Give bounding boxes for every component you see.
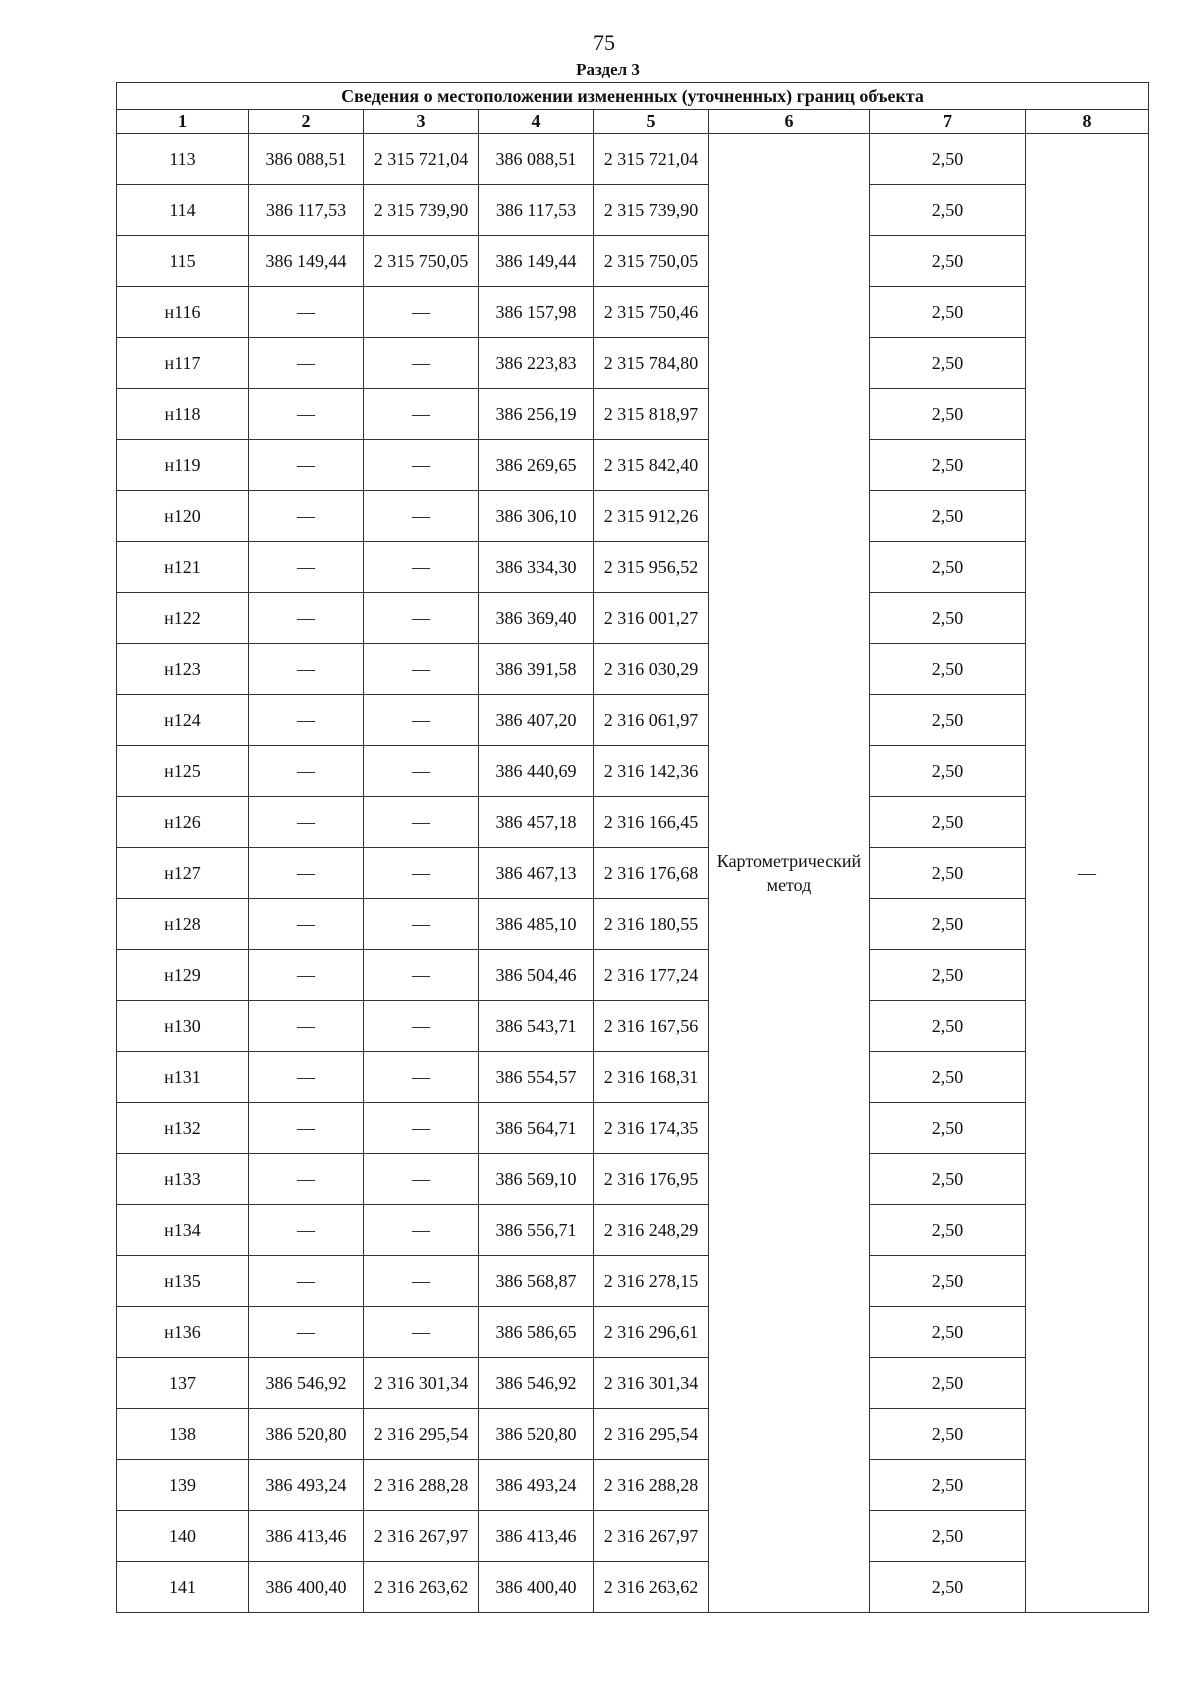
accuracy-cell: 2,50 [870, 491, 1026, 542]
accuracy-cell: 2,50 [870, 185, 1026, 236]
y-old-cell: 2 315 721,04 [364, 134, 479, 185]
y-new-cell: 2 316 176,68 [594, 848, 709, 899]
point-name-cell: 137 [117, 1358, 249, 1409]
table-row [117, 1307, 1149, 1358]
accuracy-cell: 2,50 [870, 848, 1026, 899]
y-new-cell: 2 316 142,36 [594, 746, 709, 797]
y-new-cell: 2 315 956,52 [594, 542, 709, 593]
x-old-cell: 386 413,46 [249, 1511, 364, 1562]
y-old-cell: — [364, 389, 479, 440]
point-name-cell: 140 [117, 1511, 249, 1562]
y-new-cell: 2 315 750,05 [594, 236, 709, 287]
x-old-cell: — [249, 950, 364, 1001]
point-name-cell: н124 [117, 695, 249, 746]
x-new-cell: 386 543,71 [479, 1001, 594, 1052]
table-row [117, 797, 1149, 848]
y-new-cell: 2 316 301,34 [594, 1358, 709, 1409]
y-new-cell: 2 316 030,29 [594, 644, 709, 695]
y-new-cell: 2 316 263,62 [594, 1562, 709, 1613]
x-old-cell: — [249, 338, 364, 389]
x-new-cell: 386 149,44 [479, 236, 594, 287]
table-row [117, 746, 1149, 797]
accuracy-cell: 2,50 [870, 1205, 1026, 1256]
x-new-cell: 386 554,57 [479, 1052, 594, 1103]
x-new-cell: 386 117,53 [479, 185, 594, 236]
x-old-cell: — [249, 593, 364, 644]
y-new-cell: 2 315 842,40 [594, 440, 709, 491]
y-old-cell: — [364, 1256, 479, 1307]
accuracy-cell: 2,50 [870, 797, 1026, 848]
accuracy-cell: 2,50 [870, 644, 1026, 695]
y-old-cell: 2 315 739,90 [364, 185, 479, 236]
x-old-cell: 386 546,92 [249, 1358, 364, 1409]
point-name-cell: 115 [117, 236, 249, 287]
x-old-cell: — [249, 1307, 364, 1358]
column-header: 6 [709, 110, 870, 134]
x-new-cell: 386 556,71 [479, 1205, 594, 1256]
y-old-cell: — [364, 542, 479, 593]
table-row [117, 1409, 1149, 1460]
x-new-cell: 386 467,13 [479, 848, 594, 899]
accuracy-cell: 2,50 [870, 746, 1026, 797]
y-old-cell: — [364, 1103, 479, 1154]
x-old-cell: — [249, 1103, 364, 1154]
accuracy-cell: 2,50 [870, 542, 1026, 593]
y-old-cell: — [364, 593, 479, 644]
table-row [117, 389, 1149, 440]
point-name-cell: н125 [117, 746, 249, 797]
y-old-cell: — [364, 1052, 479, 1103]
accuracy-cell: 2,50 [870, 236, 1026, 287]
y-old-cell: — [364, 491, 479, 542]
point-name-cell: 141 [117, 1562, 249, 1613]
x-new-cell: 386 306,10 [479, 491, 594, 542]
table-row [117, 1205, 1149, 1256]
accuracy-cell: 2,50 [870, 389, 1026, 440]
y-old-cell: 2 316 288,28 [364, 1460, 479, 1511]
point-name-cell: н117 [117, 338, 249, 389]
point-name-cell: н123 [117, 644, 249, 695]
point-name-cell: н135 [117, 1256, 249, 1307]
column-header: 1 [117, 110, 249, 134]
x-old-cell: 386 520,80 [249, 1409, 364, 1460]
table-row [117, 1562, 1149, 1613]
y-new-cell: 2 316 296,61 [594, 1307, 709, 1358]
y-old-cell: — [364, 848, 479, 899]
y-old-cell: — [364, 899, 479, 950]
table-row [117, 185, 1149, 236]
point-name-cell: н131 [117, 1052, 249, 1103]
accuracy-cell: 2,50 [870, 1103, 1026, 1154]
point-name-cell: н118 [117, 389, 249, 440]
x-new-cell: 386 391,58 [479, 644, 594, 695]
point-name-cell: 114 [117, 185, 249, 236]
x-old-cell: — [249, 542, 364, 593]
y-old-cell: 2 316 295,54 [364, 1409, 479, 1460]
column-header-row [117, 110, 1149, 134]
point-name-cell: 138 [117, 1409, 249, 1460]
column-header: 4 [479, 110, 594, 134]
accuracy-cell: 2,50 [870, 1358, 1026, 1409]
y-old-cell: — [364, 1001, 479, 1052]
x-new-cell: 386 568,87 [479, 1256, 594, 1307]
y-old-cell: 2 316 267,97 [364, 1511, 479, 1562]
x-old-cell: — [249, 899, 364, 950]
x-new-cell: 386 569,10 [479, 1154, 594, 1205]
y-new-cell: 2 315 750,46 [594, 287, 709, 338]
column-header: 3 [364, 110, 479, 134]
point-name-cell: 113 [117, 134, 249, 185]
x-new-cell: 386 586,65 [479, 1307, 594, 1358]
x-old-cell: — [249, 1001, 364, 1052]
table-row [117, 1460, 1149, 1511]
accuracy-cell: 2,50 [870, 1409, 1026, 1460]
y-old-cell: 2 315 750,05 [364, 236, 479, 287]
x-new-cell: 386 157,98 [479, 287, 594, 338]
table-row [117, 338, 1149, 389]
point-name-cell: н128 [117, 899, 249, 950]
accuracy-cell: 2,50 [870, 899, 1026, 950]
y-old-cell: — [364, 287, 479, 338]
column-header: 5 [594, 110, 709, 134]
y-new-cell: 2 316 248,29 [594, 1205, 709, 1256]
point-name-cell: н126 [117, 797, 249, 848]
x-new-cell: 386 485,10 [479, 899, 594, 950]
y-new-cell: 2 316 168,31 [594, 1052, 709, 1103]
table-row [117, 950, 1149, 1001]
accuracy-cell: 2,50 [870, 134, 1026, 185]
x-new-cell: 386 546,92 [479, 1358, 594, 1409]
x-old-cell: 386 400,40 [249, 1562, 364, 1613]
y-new-cell: 2 316 176,95 [594, 1154, 709, 1205]
x-new-cell: 386 369,40 [479, 593, 594, 644]
x-new-cell: 386 400,40 [479, 1562, 594, 1613]
x-old-cell: 386 493,24 [249, 1460, 364, 1511]
y-old-cell: — [364, 644, 479, 695]
x-old-cell: — [249, 1052, 364, 1103]
table-row [117, 1358, 1149, 1409]
x-old-cell: 386 117,53 [249, 185, 364, 236]
x-old-cell: — [249, 389, 364, 440]
x-old-cell: — [249, 797, 364, 848]
point-name-cell: н127 [117, 848, 249, 899]
x-old-cell: — [249, 1154, 364, 1205]
table-row [117, 287, 1149, 338]
x-new-cell: 386 564,71 [479, 1103, 594, 1154]
x-new-cell: 386 520,80 [479, 1409, 594, 1460]
y-old-cell: — [364, 440, 479, 491]
column8-cell: — [1026, 134, 1149, 1613]
y-new-cell: 2 316 278,15 [594, 1256, 709, 1307]
table-row [117, 848, 1149, 899]
point-name-cell: н133 [117, 1154, 249, 1205]
point-name-cell: н136 [117, 1307, 249, 1358]
y-old-cell: — [364, 338, 479, 389]
x-new-cell: 386 269,65 [479, 440, 594, 491]
point-name-cell: н121 [117, 542, 249, 593]
x-new-cell: 386 223,83 [479, 338, 594, 389]
accuracy-cell: 2,50 [870, 1256, 1026, 1307]
method-cell: Картометрический метод [709, 134, 870, 1613]
y-new-cell: 2 316 295,54 [594, 1409, 709, 1460]
column-header: 8 [1026, 110, 1149, 134]
y-old-cell: 2 316 301,34 [364, 1358, 479, 1409]
y-old-cell: — [364, 1154, 479, 1205]
y-old-cell: — [364, 1205, 479, 1256]
x-old-cell: — [249, 287, 364, 338]
table-row [117, 440, 1149, 491]
accuracy-cell: 2,50 [870, 287, 1026, 338]
x-old-cell: 386 088,51 [249, 134, 364, 185]
y-new-cell: 2 316 174,35 [594, 1103, 709, 1154]
x-old-cell: — [249, 491, 364, 542]
x-new-cell: 386 457,18 [479, 797, 594, 848]
y-old-cell: — [364, 746, 479, 797]
x-old-cell: — [249, 695, 364, 746]
point-name-cell: н116 [117, 287, 249, 338]
x-old-cell: — [249, 644, 364, 695]
y-old-cell: — [364, 695, 479, 746]
point-name-cell: н119 [117, 440, 249, 491]
y-new-cell: 2 316 001,27 [594, 593, 709, 644]
y-old-cell: — [364, 797, 479, 848]
point-name-cell: 139 [117, 1460, 249, 1511]
y-new-cell: 2 315 912,26 [594, 491, 709, 542]
accuracy-cell: 2,50 [870, 1307, 1026, 1358]
point-name-cell: н132 [117, 1103, 249, 1154]
accuracy-cell: 2,50 [870, 593, 1026, 644]
table-row [117, 1154, 1149, 1205]
accuracy-cell: 2,50 [870, 1562, 1026, 1613]
point-name-cell: н134 [117, 1205, 249, 1256]
accuracy-cell: 2,50 [870, 1052, 1026, 1103]
x-old-cell: — [249, 1256, 364, 1307]
x-old-cell: 386 149,44 [249, 236, 364, 287]
point-name-cell: н120 [117, 491, 249, 542]
table-row [117, 1052, 1149, 1103]
x-new-cell: 386 334,30 [479, 542, 594, 593]
x-new-cell: 386 413,46 [479, 1511, 594, 1562]
y-new-cell: 2 316 267,97 [594, 1511, 709, 1562]
y-new-cell: 2 315 784,80 [594, 338, 709, 389]
table-row [117, 1256, 1149, 1307]
column-header: 7 [870, 110, 1026, 134]
table-row [117, 1103, 1149, 1154]
y-old-cell: — [364, 950, 479, 1001]
x-new-cell: 386 504,46 [479, 950, 594, 1001]
x-new-cell: 386 440,69 [479, 746, 594, 797]
y-old-cell: — [364, 1307, 479, 1358]
accuracy-cell: 2,50 [870, 1154, 1026, 1205]
point-name-cell: н130 [117, 1001, 249, 1052]
y-new-cell: 2 315 818,97 [594, 389, 709, 440]
table-row [117, 134, 1149, 185]
x-new-cell: 386 493,24 [479, 1460, 594, 1511]
table-row [117, 644, 1149, 695]
table-row [117, 236, 1149, 287]
table-body [117, 134, 1149, 1613]
y-old-cell: 2 316 263,62 [364, 1562, 479, 1613]
y-new-cell: 2 316 166,45 [594, 797, 709, 848]
x-new-cell: 386 407,20 [479, 695, 594, 746]
y-new-cell: 2 315 721,04 [594, 134, 709, 185]
x-old-cell: — [249, 746, 364, 797]
x-old-cell: — [249, 1205, 364, 1256]
accuracy-cell: 2,50 [870, 338, 1026, 389]
x-new-cell: 386 256,19 [479, 389, 594, 440]
accuracy-cell: 2,50 [870, 1001, 1026, 1052]
accuracy-cell: 2,50 [870, 440, 1026, 491]
table-row [117, 899, 1149, 950]
table-row [117, 1511, 1149, 1562]
table-row [117, 1001, 1149, 1052]
x-new-cell: 386 088,51 [479, 134, 594, 185]
y-new-cell: 2 316 167,56 [594, 1001, 709, 1052]
accuracy-cell: 2,50 [870, 695, 1026, 746]
point-name-cell: н122 [117, 593, 249, 644]
table-row [117, 491, 1149, 542]
y-new-cell: 2 316 180,55 [594, 899, 709, 950]
accuracy-cell: 2,50 [870, 1460, 1026, 1511]
boundary-coordinates-table [116, 82, 1149, 1613]
accuracy-cell: 2,50 [870, 950, 1026, 1001]
x-old-cell: — [249, 440, 364, 491]
table-caption: Сведения о местоположении измененных (уточненных) границ объекта [117, 83, 1149, 110]
y-new-cell: 2 316 061,97 [594, 695, 709, 746]
y-new-cell: 2 316 288,28 [594, 1460, 709, 1511]
y-new-cell: 2 316 177,24 [594, 950, 709, 1001]
section-title: Раздел 3 [576, 60, 640, 79]
x-old-cell: — [249, 848, 364, 899]
table-row [117, 695, 1149, 746]
y-new-cell: 2 315 739,90 [594, 185, 709, 236]
point-name-cell: н129 [117, 950, 249, 1001]
accuracy-cell: 2,50 [870, 1511, 1026, 1562]
column-header: 2 [249, 110, 364, 134]
table-row [117, 542, 1149, 593]
page-number: 75 [593, 30, 615, 55]
table-row [117, 593, 1149, 644]
